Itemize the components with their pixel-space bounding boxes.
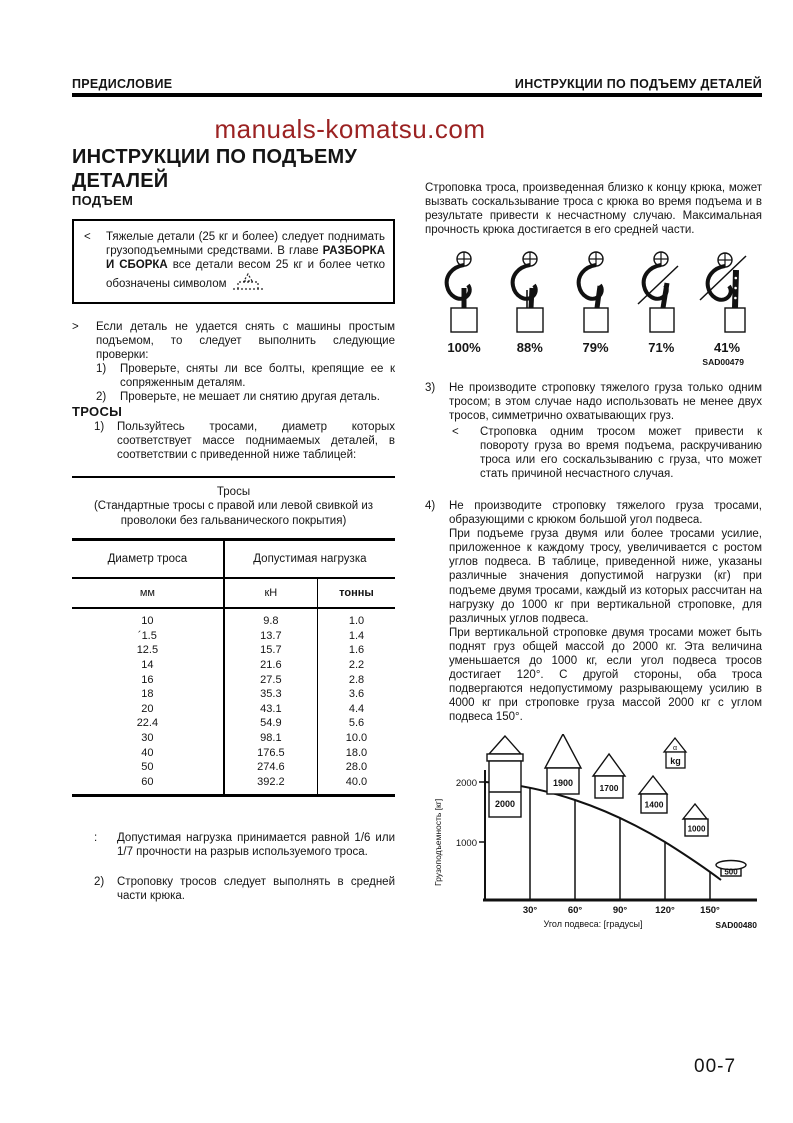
svg-text:120°: 120°	[655, 904, 675, 916]
section-heading-trosy: ТРОСЫ	[72, 404, 123, 420]
legend-kg: kg	[670, 755, 681, 766]
item-4-para1: Не производите строповку тяжелого груза тросами, образующими с крюком большой угол подвеса.	[449, 500, 762, 527]
table-footnote: : Допустимая нагрузка принимается равной 1/6 или 1/7 прочности на разрыв используемого троса.	[94, 832, 395, 859]
table-row: 50 274.6 28.0	[72, 760, 395, 775]
svg-text:1400: 1400	[644, 799, 664, 810]
header-section-left: ПРЕДИСЛОВИЕ	[72, 77, 173, 91]
table-row: 18 35.3 3.6	[72, 687, 395, 702]
hook-icon	[435, 250, 493, 334]
hook-percent: 79%	[582, 340, 609, 356]
item-4: 4) Не производите строповку тяжелого груза тросами, образующими с крюком большой угол подвеса. При подъеме груза двумя или более тросами усилие, приложенное к каждому тросу, увеличивается с ростом углов подвеса. В таблице, приведенной ниже, указаны различные значения допустимой нагрузки (кг) при подъеме двумя тросами, каждый из которых рассчитан на нагрузку до 1000 кг при вертикальной строповке, для различных углов подвеса. При вертикальной строповке двумя тросами может быть поднят груз общей массой до 2000 кг. Эта величина уменьшается до 1000 кг, если угол подвеса тросов достигает 120°. С другой стороны, оба троса подвергаются недопустимому разрывающему усилию в 4000 кг при строповке груза массой 2000 кг с углом подвеса 150°.	[425, 500, 762, 723]
table-row: 10 9.8 1.0	[72, 614, 395, 629]
hook-icon	[698, 250, 756, 334]
hook-percent: 71%	[648, 340, 675, 356]
table-row: 12.5 15.7 1.6	[72, 643, 395, 658]
rope-load-table	[72, 538, 395, 797]
col-header-diameter: Диаметр троса	[72, 540, 224, 579]
table-row: ´1.5 13.7 1.4	[72, 629, 395, 644]
page-number: 00-7	[694, 1056, 737, 1077]
subheader-mm: мм	[72, 578, 224, 608]
hook-percent: 88%	[516, 340, 543, 356]
intro-paragraph: Строповка троса, произведенная близко к концу крюка, может вызвать соскальзывание троса с крюка во время подъема и в результате привести к несчастному случаю. Максимальная прочность крюка достигается в его средней части.	[425, 182, 762, 237]
hook-percent: 41%	[713, 340, 741, 356]
item-4-para3: При вертикальной строповке двумя тросами может быть поднят груз общей массой до 2000 кг. Эта величина уменьшается до 1000 кг, если угол подвеса тросов достигает 120°. С другой стороны, оба троса подвергаются недопустимому разрывающему усилию в 4000 кг при строповке груза массой 2000 кг с углом подвеса 150°.	[449, 626, 762, 723]
hook-icon	[632, 250, 690, 334]
subheader-tonnes: тонны	[317, 578, 395, 608]
check-intro: Если деталь не удается снять с машины простым подъемом, то следует выполнить следующие проверки:	[96, 321, 395, 362]
legend-alpha: α	[672, 744, 678, 752]
trosy-item-2: 2) Строповку тросов следует выполнять в средней части крюка.	[94, 876, 395, 903]
svg-text:60°: 60°	[567, 904, 583, 916]
table-caption-title: Тросы	[216, 486, 251, 499]
svg-text:2000: 2000	[494, 798, 516, 809]
table-row: 16 27.5 2.8	[72, 673, 395, 688]
warning-bold: РАЗБОРКА И СБОРКА	[106, 245, 385, 272]
hook-79	[567, 250, 625, 356]
item-4-para2: При подъеме груза двумя или более тросами усилие, приложенное к каждому тросу, увеличивается с ростом углов подвеса. В таблице, приведенной ниже, указаны различные значения допустимой нагрузки (кг) при подъеме двумя тросами, каждый из которых рассчитан на нагрузку до 1000 кг при вертикальной строповке, для различных углов подвеса.	[449, 528, 762, 625]
y-axis-label: Грузоподъемность [кг]	[433, 798, 443, 886]
check-paragraph	[72, 320, 395, 404]
check-item-2: 2) Проверьте, не мешает ли снятию другая деталь.	[96, 391, 380, 404]
trosy-item-1: 1) Пользуйтесь тросами, диаметр которых соответствует массе поднимаемых деталей, в соответствии с приведенной ниже таблицей:	[94, 421, 395, 462]
svg-text:1900: 1900	[552, 777, 574, 788]
y-tick-1000: 1000	[455, 837, 477, 849]
table-caption	[72, 485, 395, 528]
figure-code: SAD00479	[702, 356, 744, 367]
table-row: 14 21.6 2.2	[72, 658, 395, 673]
warning-marker: <	[84, 231, 91, 244]
hook-100	[435, 250, 493, 356]
hook-icon	[501, 250, 559, 334]
item-3: 3) Не производите строповку тяжелого груза только одним тросом; в этом случае надо использовать не менее двух тросов, симметрично охватывающих груз. < Строповка одним тросом может привести к повороту груза во время подъема, раскручиванию троса или его соскальзыванию с груза, что может стать причиной несчастного случая.	[425, 382, 762, 481]
section-heading-podem: ПОДЪЕМ	[72, 193, 134, 209]
table-row: 30 98.1 10.0	[72, 731, 395, 746]
hook-88	[501, 250, 559, 356]
y-tick-2000: 2000	[455, 777, 477, 789]
warning-box	[72, 219, 395, 304]
item-3-text: Не производите строповку тяжелого груза только одним тросом; в этом случае надо использовать не менее двух тросов, симметрично охватывающих груз.	[449, 382, 762, 423]
svg-text:1000: 1000	[687, 824, 706, 834]
table-row: 60 392.2 40.0	[72, 775, 395, 790]
lift-symbol-icon	[230, 272, 266, 292]
watermark-text: manuals-komatsu.com	[214, 114, 486, 144]
svg-text:500: 500	[724, 867, 738, 877]
svg-text:90°: 90°	[612, 904, 628, 916]
table-row: 22.4 54.9 5.6	[72, 716, 395, 731]
capacity-chart	[425, 734, 762, 936]
hook-figure	[425, 250, 762, 367]
item-3-sub: < Строповка одним тросом может привести к повороту груза во время подъема, раскручиванию троса или его соскальзыванию с груза, что может стать причиной несчастного случая.	[452, 426, 762, 481]
hook-icon	[567, 250, 625, 334]
table-caption-sub: (Стандартные тросы с правой или левой свивкой из проволоки без гальванического покрытия)	[93, 500, 374, 527]
right-column	[425, 181, 762, 936]
check-item-1: 1) Проверьте, сняты ли все болты, крепящие ее к сопряженным деталям.	[96, 363, 395, 390]
subheader-kn: кН	[224, 578, 318, 608]
warning-text: Тяжелые детали (25 кг и более) следует поднимать грузоподъемными средствами. В главе РАЗБОРКА И СБОРКА все детали весом 25 кг и более четко обозначены символом	[106, 231, 385, 291]
hook-71	[632, 250, 690, 356]
header-rule	[72, 93, 762, 97]
left-column	[72, 146, 395, 903]
table-top-rule	[72, 476, 395, 478]
capacity-chart-svg	[425, 734, 762, 932]
table-row: 20 43.1 4.4	[72, 702, 395, 717]
table-row: 40 176.5 18.0	[72, 746, 395, 761]
page-title: ИНСТРУКЦИИ ПО ПОДЪЕМУ ДЕТАЛЕЙ	[72, 146, 358, 192]
col-header-load: Допустимая нагрузка	[224, 540, 395, 579]
svg-text:1700: 1700	[599, 782, 619, 793]
x-axis-label: Угол подвеса: [градусы]	[543, 918, 643, 929]
header-section-right: ИНСТРУКЦИИ ПО ПОДЪЕМУ ДЕТАЛЕЙ	[514, 77, 762, 91]
figure-code: SAD00480	[715, 919, 757, 930]
svg-text:150°: 150°	[700, 904, 720, 916]
svg-text:30°: 30°	[522, 904, 538, 916]
check-marker: >	[72, 321, 79, 334]
hook-percent: 100%	[447, 340, 481, 356]
hook-41	[698, 250, 756, 356]
